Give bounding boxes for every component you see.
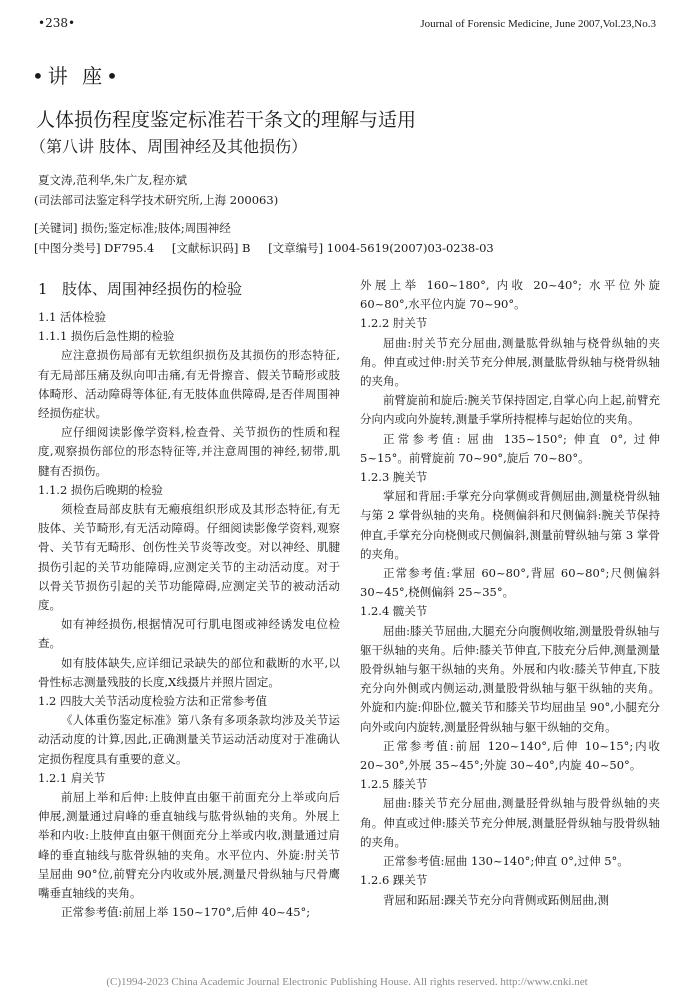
- paragraph: 应注意损伤局部有无软组织损伤及其损伤的形态特征,有无局部压痛及纵向叩击痛,有无骨擦音、假关节畸形或肢体畸形、活动障碍等体征,有无肢体血供障碍,是否伴周围神经损伤症状。: [38, 348, 340, 421]
- journal-header: Journal of Forensic Medicine, June 2007,Vol.23,No.3: [420, 18, 656, 30]
- section-title: 肢体、周围神经损伤的检验: [62, 280, 243, 298]
- article-title: 人体损伤程度鉴定标准若干条文的理解与适用: [36, 109, 417, 131]
- article-subtitle: （第八讲 肢体、周围神经及其他损伤）: [30, 137, 308, 156]
- subsection-heading: 1.1 活体检验: [38, 310, 106, 324]
- paragraph: 正常参考值:掌屈 60~80°,背屈 60~80°;尺侧偏斜 30~45°,桡侧偏斜 25~35°。: [360, 566, 660, 600]
- subsubsection-heading: 1.2.3 腕关节: [360, 470, 428, 485]
- left-column: [38, 272, 340, 923]
- paragraph: 外展上举 160~180°, 内收 20~40°; 水平位外旋 60~80°,水平位内旋 70~90°。: [360, 278, 660, 312]
- article-number: [文章编号] 1004-5619(2007)03-0238-03: [268, 241, 494, 255]
- paragraph: 背屈和跖屈:踝关节充分向背侧或跖侧屈曲,测: [383, 892, 610, 907]
- section-heading: [38, 278, 340, 300]
- subsubsection-heading: 1.2.6 踝关节: [360, 873, 428, 888]
- section-number: 1: [38, 280, 48, 298]
- paragraph: 正常参考值:前屈 120~140°,后伸 10~15°;内收 20~30°,外展 35~45°;外旋 30~40°,内旋 40~50°。: [360, 738, 660, 773]
- right-column: [360, 276, 660, 910]
- document-code: [文献标识码] B: [171, 241, 251, 255]
- author-list: 夏文涛,范利华,朱广友,程亦斌: [38, 173, 187, 187]
- paragraph: 前屈上举和后伸:上肢伸直由躯干前面充分上举或向后伸展,测量通过肩峰的垂直轴线与肱骨纵轴的夹角。外展上举和内收:上肢伸直由躯干侧面充分上举或内收,测量通过肩峰的垂直轴线与肱骨纵轴的夹角。水平位内、外旋:肘关节呈屈曲 90°位,前臂充分内收或外展,测量尺骨纵轴与尺骨鹰嘴垂直轴线的夹角。: [38, 790, 340, 901]
- clc-number: [中图分类号] DF795.4: [34, 241, 155, 255]
- paragraph: 前臂旋前和旋后:腕关节保持固定,自掌心向上起,前臂充分向内或向外旋转,测量手掌所持棍棒与起始位的夹角。: [360, 393, 660, 427]
- paragraph: 如有神经损伤,根据情况可行肌电图或神经诱发电位检查。: [38, 617, 340, 651]
- paragraph: 应仔细阅读影像学资料,检查骨、关节损伤的性质和程度,观察损伤部位的形态特征等,并注意周围的神经,韧带,肌腱有否损伤。: [38, 425, 340, 478]
- subsubsection-heading: 1.2.4 髋关节: [360, 604, 428, 619]
- subsubsection-heading: 1.1.2 损伤后晚期的检验: [38, 482, 163, 497]
- paragraph: 屈曲:膝关节充分屈曲,测量胫骨纵轴与股骨纵轴的夹角。伸直或过伸:膝关节充分伸展,测量胫骨纵轴与股骨纵轴的夹角。: [360, 796, 660, 849]
- copyright-footer: (C)1994-2023 China Academic Journal Electronic Publishing House. All rights reserved. http://www.cnki.net: [106, 976, 588, 988]
- paragraph: 须检查局部皮肤有无瘢痕组织形成及其形态特征,有无肢体、关节畸形,有无活动障碍。仔细阅读影像学资料,观察骨、关节有无畸形、创伤性关节炎等改变。对以神经、肌腱损伤引起的关节功能障碍,应测定关节的主动活动度。对于以骨关节损伤引起的关节功能障碍,应测定关节的被动活动度。: [38, 502, 340, 613]
- paragraph: 如有肢体缺失,应详细记录缺失的部位和截断的水平,以骨性标志测量残肢的长度,X线摄片并照片固定。: [38, 655, 340, 689]
- paragraph: 正常参考值:屈曲 130~140°;伸直 0°,过伸 5°。: [383, 854, 629, 869]
- subsubsection-heading: 1.2.1 肩关节: [38, 770, 106, 785]
- subsubsection-heading: 1.2.5 膝关节: [360, 777, 428, 792]
- paragraph: 掌屈和背屈:手掌充分向掌侧或背侧屈曲,测量桡骨纵轴与第 2 掌骨纵轴的夹角。桡侧偏斜和尺侧偏斜:腕关节保持伸直,手掌充分向桡侧或尺侧偏斜,测量前臂纵轴与第 3 掌骨的夹角。: [360, 489, 660, 561]
- paragraph: 正常参考值:前屈上举 150~170°,后伸 40~45°;: [61, 905, 311, 920]
- subsubsection-heading: 1.1.1 损伤后急性期的检验: [38, 329, 175, 344]
- paragraph: 屈曲:膝关节屈曲,大腿充分向腹侧收缩,测量股骨纵轴与躯干纵轴的夹角。后伸:膝关节伸直,下肢充分后伸,测量测量股骨纵轴与躯干纵轴的夹角。外展和内收:膝关节伸直,下肢充分向外侧或内侧运动,测量股骨纵轴与躯干纵轴的夹角。外旋和内旋:仰卧位,髋关节和膝关节均屈曲呈 90°,小腿充分向外或向内旋转,测量胫骨纵轴与躯干纵轴的交角。: [360, 623, 660, 734]
- paragraph: 正常参考值: 屈曲 135~150°; 伸直 0°, 过伸 5~15°。前臂旋前 70~90°,旋后 70~80°。: [360, 431, 660, 465]
- affiliation: (司法部司法鉴定科学技术研究所,上海 200063): [34, 193, 279, 207]
- subsubsection-heading: 1.2.2 肘关节: [360, 316, 428, 331]
- keywords: [关键词] 损伤;鉴定标准;肢体;周围神经: [34, 221, 231, 235]
- paragraph: 屈曲:肘关节充分屈曲,测量肱骨纵轴与桡骨纵轴的夹角。伸直或过伸:肘关节充分伸展,测量肱骨纵轴与桡骨纵轴的夹角。: [360, 335, 660, 389]
- paragraph: 《人体重伤鉴定标准》第八条有多项条款均涉及关节运动活动度的计算,因此,正确测量关节运动活动度对于准确认定损伤程度具有重要的意义。: [38, 713, 340, 766]
- subsection-heading: 1.2 四肢大关节活动度检验方法和正常参考值: [38, 694, 267, 709]
- page-number: •238•: [38, 16, 76, 30]
- classification-row: [34, 240, 494, 256]
- column-series-label: •讲 座•: [32, 64, 122, 88]
